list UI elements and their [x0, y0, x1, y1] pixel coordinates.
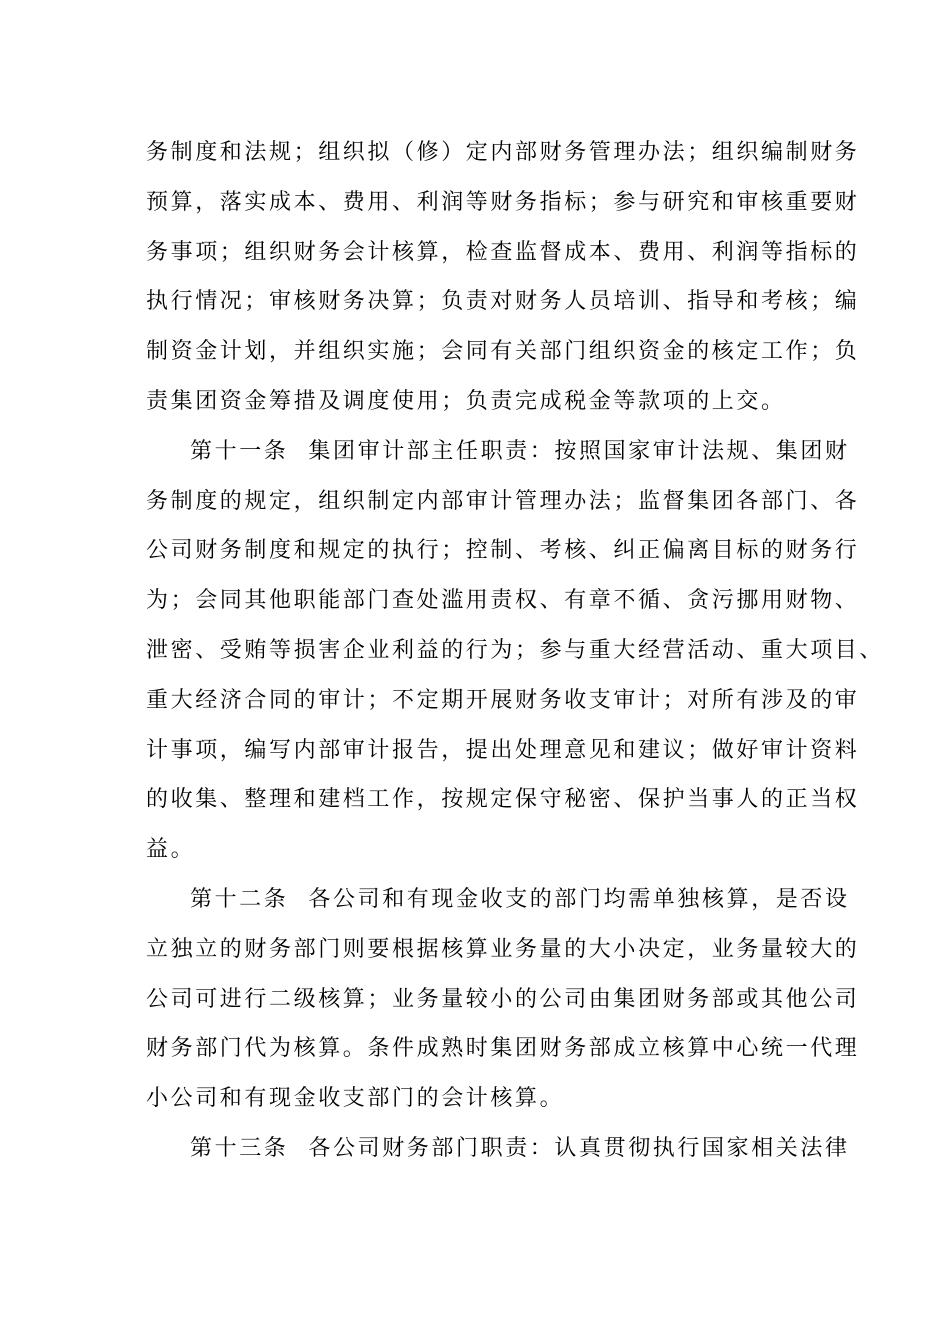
text-line: 立独立的财务部门则要根据核算业务量的大小决定，业务量较大的: [146, 936, 860, 962]
text-line: 预算，落实成本、费用、利润等财务指标；参与研究和审核重要财: [146, 189, 860, 215]
paragraph-article-12: [146, 875, 860, 1124]
text-line: 务事项；组织财务会计核算，检查监督成本、费用、利润等指标的: [146, 239, 860, 265]
article-number: 第十二条: [190, 886, 289, 912]
text-line: 的收集、整理和建档工作，按规定保守秘密、保护当事人的正当权: [146, 787, 860, 813]
article-text: 各公司财务部门职责：认真贯彻执行国家相关法律: [308, 1135, 850, 1161]
text-line: 执行情况；审核财务决算；负责对财务人员培训、指导和考核；编: [146, 289, 860, 315]
text-line: 务制度的规定，组织制定内部审计管理办法；监督集团各部门、各: [146, 488, 860, 514]
text-line: 为；会同其他职能部门查处滥用责权、有章不循、贪污挪用财物、: [146, 588, 860, 614]
article-number: 第十三条: [190, 1135, 289, 1161]
text-line-first: [146, 1124, 850, 1174]
article-text: 各公司和有现金收支的部门均需单独核算，是否设: [308, 886, 850, 912]
text-line: 小公司和有现金收支部门的会计核算。: [146, 1086, 565, 1112]
article-number: 第十一条: [190, 438, 289, 464]
text-line-first: [146, 875, 850, 925]
text-line: 制资金计划，并组织实施；会同有关部门组织资金的核定工作；负: [146, 339, 860, 365]
paragraph-article-11: [146, 427, 885, 875]
text-line: 重大经济合同的审计；不定期开展财务收支审计；对所有涉及的审: [146, 687, 860, 713]
text-line: 财务部门代为核算。条件成熟时集团财务部成立核算中心统一代理: [146, 1036, 860, 1062]
text-line: 公司财务制度和规定的执行；控制、考核、纠正偏离目标的财务行: [146, 538, 860, 564]
text-line: 责集团资金筹措及调度使用；负责完成税金等款项的上交。: [146, 388, 786, 414]
text-line: 泄密、受贿等损害企业利益的行为；参与重大经营活动、重大项目、: [146, 637, 885, 663]
document-body: [146, 128, 885, 1174]
paragraph-article-13: [146, 1124, 850, 1174]
paragraph-continuation: [146, 128, 860, 427]
text-line: 公司可进行二级核算；业务量较小的公司由集团财务部或其他公司: [146, 986, 860, 1012]
text-line-first: [146, 427, 850, 477]
text-line: 务制度和法规；组织拟（修）定内部财务管理办法；组织编制财务: [146, 140, 860, 165]
text-line: 益。: [146, 837, 196, 863]
text-line: 计事项，编写内部审计报告，提出处理意见和建议；做好审计资料: [146, 737, 860, 763]
article-text: 集团审计部主任职责：按照国家审计法规、集团财: [308, 438, 850, 464]
